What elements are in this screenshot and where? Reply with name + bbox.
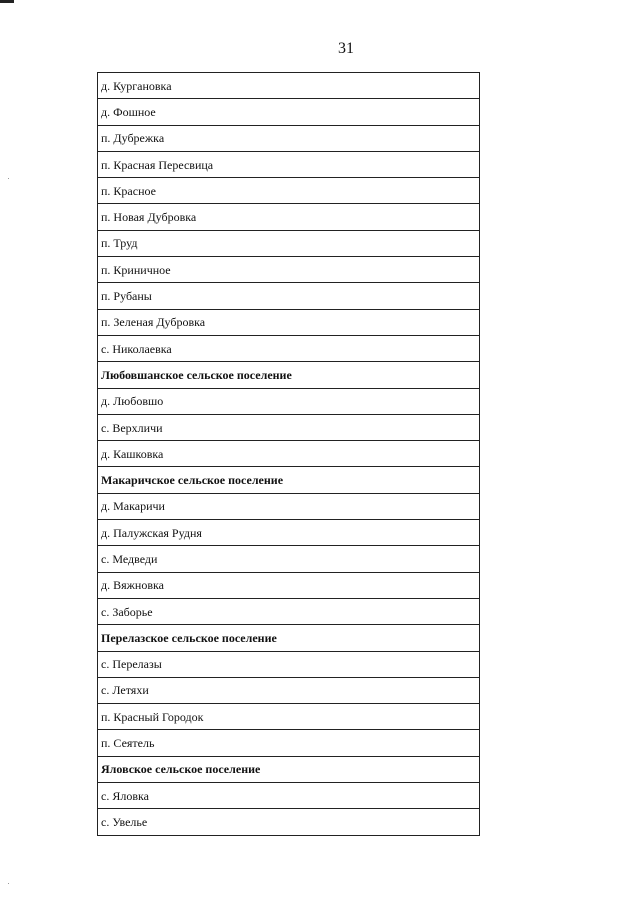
settlement-name: п. Труд [98,230,480,256]
settlement-row [98,151,480,177]
settlement-name: п. Сеятель [98,730,480,756]
settlement-group-header: Макаричское сельское поселение [98,467,480,493]
settlement-name: д. Любовшо [98,388,480,414]
settlement-group-header: Яловское сельское поселение [98,756,480,782]
settlement-row [98,204,480,230]
scan-corner-mark [0,0,14,3]
settlement-group-header-row [98,467,480,493]
settlement-row [98,125,480,151]
settlement-row [98,493,480,519]
settlement-row [98,783,480,809]
settlement-name: д. Фошное [98,99,480,125]
settlement-row [98,809,480,835]
settlement-row [98,283,480,309]
settlement-name: д. Вяжновка [98,572,480,598]
settlement-row [98,651,480,677]
settlement-row [98,178,480,204]
scan-speck [8,178,9,179]
settlement-name: п. Дубрежка [98,125,480,151]
settlement-row [98,73,480,99]
settlement-row [98,257,480,283]
settlement-row [98,388,480,414]
settlement-group-header-row [98,756,480,782]
settlement-name: с. Перелазы [98,651,480,677]
scan-speck [8,883,9,884]
settlement-row [98,546,480,572]
settlement-name: д. Кургановка [98,73,480,99]
settlement-name: п. Рубаны [98,283,480,309]
settlement-row [98,414,480,440]
settlement-row [98,230,480,256]
settlement-row [98,335,480,361]
settlement-name: с. Яловка [98,783,480,809]
settlement-group-header-row [98,625,480,651]
settlement-name: с. Николаевка [98,335,480,361]
settlement-group-header: Перелазское сельское поселение [98,625,480,651]
settlement-row [98,441,480,467]
settlement-group-header: Любовшанское сельское поселение [98,362,480,388]
settlement-row [98,730,480,756]
settlement-name: с. Летяхи [98,677,480,703]
page-number: 31 [338,40,354,57]
settlement-row [98,520,480,546]
settlements-table [97,72,480,836]
settlement-group-header-row [98,362,480,388]
settlement-name: п. Новая Дубровка [98,204,480,230]
settlement-name: с. Увелье [98,809,480,835]
settlement-name: с. Заборье [98,598,480,624]
settlement-name: с. Медведи [98,546,480,572]
settlement-name: п. Красная Пересвица [98,151,480,177]
settlement-name: с. Верхличи [98,414,480,440]
settlement-row [98,704,480,730]
settlement-name: п. Красное [98,178,480,204]
settlement-name: п. Красный Городок [98,704,480,730]
settlement-row [98,677,480,703]
settlement-row [98,99,480,125]
settlement-row [98,309,480,335]
settlement-name: д. Макаричи [98,493,480,519]
settlement-name: п. Криничное [98,257,480,283]
settlement-row [98,598,480,624]
settlements-table-body [98,73,480,836]
settlement-name: п. Зеленая Дубровка [98,309,480,335]
settlement-name: д. Кашковка [98,441,480,467]
settlement-row [98,572,480,598]
settlement-name: д. Палужская Рудня [98,520,480,546]
